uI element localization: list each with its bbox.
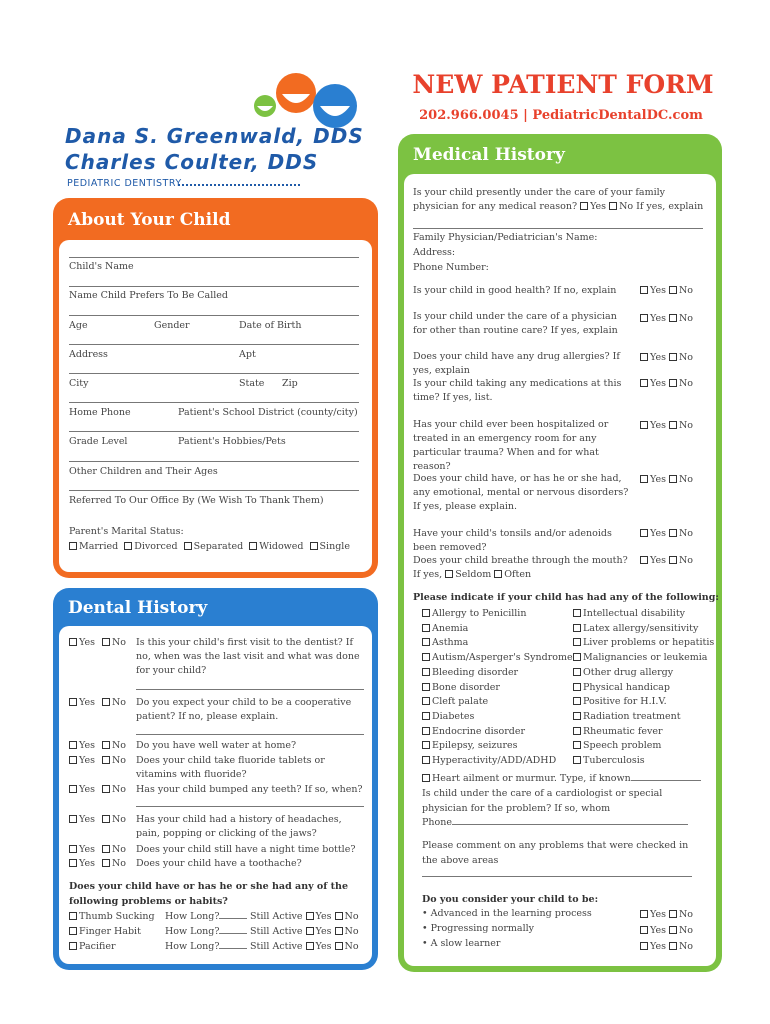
habit-finger: Finger Habit bbox=[69, 926, 141, 937]
home-phone-label: Home Phone bbox=[69, 407, 131, 418]
condition-item[interactable]: Radiation treatment bbox=[573, 711, 681, 722]
how-long-1: How Long? bbox=[165, 911, 247, 922]
yes-no-consider-1[interactable]: Yes No bbox=[640, 909, 693, 920]
city-line[interactable] bbox=[69, 373, 359, 374]
physician-phone-label: Phone Number: bbox=[413, 262, 489, 273]
grade-label: Grade Level bbox=[69, 436, 128, 447]
school-district-label: Patient's School District (county/city) bbox=[178, 407, 358, 418]
condition-item[interactable]: Latex allergy/sensitivity bbox=[573, 623, 698, 634]
condition-item[interactable]: Anemia bbox=[422, 623, 468, 634]
med-qd: Is your child taking any medications at this time? If yes, list. bbox=[413, 378, 622, 403]
tagline-dots bbox=[178, 184, 300, 186]
consider-title: Do you consider your child to be: bbox=[422, 894, 599, 905]
med-qa: Is your child in good health? If no, explain bbox=[413, 285, 617, 296]
yes-no-qe[interactable]: Yes No bbox=[640, 420, 693, 431]
checkbox[interactable] bbox=[310, 542, 318, 550]
dental-q1-line[interactable] bbox=[136, 689, 364, 690]
yes-no-qb[interactable]: Yes No bbox=[640, 313, 693, 324]
med-qb: Is your child under the care of a physician for other than routine care? If yes, explain bbox=[413, 311, 618, 336]
checkbox[interactable] bbox=[184, 542, 192, 550]
physician-question: Is your child presently under the care of your family physician for any medical reason? Yes No If yes, explain bbox=[413, 187, 704, 212]
habit-pacifier: Pacifier bbox=[69, 941, 116, 952]
checkbox[interactable] bbox=[124, 542, 132, 550]
checkbox[interactable] bbox=[69, 542, 77, 550]
option-married: Married bbox=[79, 541, 119, 552]
consider-2: • Progressing normally bbox=[422, 923, 535, 934]
yes-no-q6[interactable]: Yes No bbox=[69, 814, 126, 825]
about-panel bbox=[53, 198, 378, 578]
condition-item[interactable]: Cleft palate bbox=[422, 696, 488, 707]
dental-q5: Has your child bumped any teeth? If so, when? bbox=[136, 784, 363, 795]
comment-line[interactable] bbox=[422, 876, 692, 877]
yes-no-q8[interactable]: Yes No bbox=[69, 858, 126, 869]
checkbox[interactable] bbox=[249, 542, 257, 550]
conditions-title: Please indicate if your child has had any of the following: bbox=[413, 592, 719, 603]
siblings-label: Other Children and Their Ages bbox=[69, 466, 218, 477]
child-name-label: Child's Name bbox=[69, 261, 134, 272]
dental-q7: Does your child still have a night time bottle? bbox=[136, 844, 356, 855]
physician-address-label: Address: bbox=[413, 247, 456, 258]
comment-label: Please comment on any problems that were checked in the above areas bbox=[422, 840, 689, 866]
condition-item[interactable]: Liver problems or hepatitis bbox=[573, 637, 714, 648]
condition-item[interactable]: Bleeding disorder bbox=[422, 667, 518, 678]
condition-item[interactable]: Epilepsy, seizures bbox=[422, 740, 518, 751]
city-label: City bbox=[69, 378, 89, 389]
condition-item[interactable]: Physical handicap bbox=[573, 682, 670, 693]
address-label: Address bbox=[69, 349, 108, 360]
consider-1: • Advanced in the learning process bbox=[422, 908, 592, 919]
habits-title: Does your child have or has he or she had any of the following problems or habits? bbox=[69, 881, 348, 907]
condition-item[interactable]: Endocrine disorder bbox=[422, 726, 525, 737]
dental-q5-line[interactable] bbox=[136, 806, 364, 807]
how-long-2: How Long? bbox=[165, 926, 247, 937]
age-label: Age bbox=[69, 320, 88, 331]
dob-label: Date of Birth bbox=[239, 320, 302, 331]
dental-q2-line[interactable] bbox=[136, 734, 364, 735]
dental-q1: Is this your child's first visit to the dentist? If no, when was the last visit and what was done for your child? bbox=[136, 637, 360, 676]
dental-q3: Do you have well water at home? bbox=[136, 740, 297, 751]
still-active-2[interactable]: Still Active Yes No bbox=[250, 926, 359, 937]
yes-no-qc[interactable]: Yes No bbox=[640, 352, 693, 363]
condition-item[interactable]: Tuberculosis bbox=[573, 755, 645, 766]
marital-options bbox=[69, 541, 350, 552]
option-single: Single bbox=[319, 541, 350, 552]
dental-q8: Does your child have a toothache? bbox=[136, 858, 302, 869]
apt-label: Apt bbox=[239, 349, 256, 360]
condition-item[interactable]: Bone disorder bbox=[422, 682, 500, 693]
form-title: NEW PATIENT FORM bbox=[412, 70, 714, 99]
referred-line[interactable] bbox=[69, 490, 359, 491]
physician-name-label: Family Physician/Pediatrician's Name: bbox=[413, 232, 598, 243]
marital-label: Parent's Marital Status: bbox=[69, 526, 184, 537]
medical-title: Medical History bbox=[413, 145, 565, 165]
med-qf: Does your child have, or has he or she had, any emotional, mental or nervous disorders? If yes, please explain. bbox=[413, 473, 629, 512]
cardiologist-question: Is child under the care of a cardiologist or special physician for the problem? If so, whom bbox=[422, 788, 663, 814]
option-divorced: Divorced bbox=[134, 541, 178, 552]
consider-3: • A slow learner bbox=[422, 938, 501, 949]
age-line[interactable] bbox=[69, 315, 359, 316]
yes-no-consider-3[interactable]: Yes No bbox=[640, 941, 693, 952]
med-qc: Does your child have any drug allergies? If yes, explain bbox=[413, 351, 620, 376]
dental-q2: Do you expect your child to be a cooperative patient? If no, please explain. bbox=[136, 697, 352, 722]
dental-q6: Has your child had a history of headaches, pain, popping or clicking of the jaws? bbox=[136, 814, 342, 839]
yes-no-qh[interactable]: Yes No bbox=[640, 555, 693, 566]
yes-no-q7[interactable]: Yes No bbox=[69, 844, 126, 855]
doctor-name-1: Dana S. Greenwald, DDS bbox=[65, 124, 364, 148]
yes-no-consider-2[interactable]: Yes No bbox=[640, 925, 693, 936]
condition-item[interactable]: Malignancies or leukemia bbox=[573, 652, 707, 663]
tagline: PEDIATRIC DENTISTRY bbox=[67, 178, 182, 189]
dental-title: Dental History bbox=[68, 598, 208, 618]
yes-no-q4[interactable]: Yes No bbox=[69, 755, 126, 766]
siblings-line[interactable] bbox=[69, 461, 359, 462]
yes-no-qg[interactable]: Yes No bbox=[640, 528, 693, 539]
how-long-3: How Long? bbox=[165, 941, 247, 952]
option-widowed: Widowed bbox=[259, 541, 304, 552]
condition-item[interactable]: Allergy to Penicillin bbox=[422, 608, 526, 619]
phone-label-2: Phone bbox=[422, 816, 688, 830]
still-active-3[interactable]: Still Active Yes No bbox=[250, 941, 359, 952]
yes-no-q1[interactable]: Yes No bbox=[69, 637, 126, 648]
condition-item[interactable]: Rheumatic fever bbox=[573, 726, 663, 737]
yes-no-qd[interactable]: Yes No bbox=[640, 378, 693, 389]
doctor-name-2: Charles Coulter, DDS bbox=[65, 150, 319, 174]
yes-no-qa[interactable]: Yes No bbox=[640, 285, 693, 296]
grade-line[interactable] bbox=[69, 431, 359, 432]
condition-item[interactable]: Hyperactivity/ADD/ADHD bbox=[422, 755, 556, 766]
habit-thumb: Thumb Sucking bbox=[69, 911, 155, 922]
address-line[interactable] bbox=[69, 344, 359, 345]
condition-item[interactable]: Autism/Asperger's Syndrome bbox=[422, 652, 573, 663]
heart-ailment: Heart ailment or murmur. Type, if known bbox=[422, 772, 701, 786]
yes-no-q5[interactable]: Yes No bbox=[69, 784, 126, 795]
option-separated: Separated bbox=[193, 541, 244, 552]
condition-item[interactable]: Other drug allergy bbox=[573, 667, 673, 678]
home-phone-line[interactable] bbox=[69, 402, 359, 403]
gender-label: Gender bbox=[154, 320, 190, 331]
child-name-line[interactable] bbox=[69, 257, 359, 258]
condition-item[interactable]: Diabetes bbox=[422, 711, 474, 722]
med-qg: Have your child's tonsils and/or adenoids been removed? bbox=[413, 528, 612, 553]
referred-label: Referred To Our Office By (We Wish To Thank Them) bbox=[69, 495, 324, 506]
yes-no-q3[interactable]: Yes No bbox=[69, 740, 126, 751]
dental-q4: Does your child take fluoride tablets or vitamins with fluoride? bbox=[136, 755, 325, 780]
med-qe: Has your child ever been hospitalized or treated in an emergency room for any particular trauma? When and for what reason? bbox=[413, 419, 609, 472]
physician-explain-line[interactable] bbox=[413, 228, 703, 229]
preferred-name-line[interactable] bbox=[69, 286, 359, 287]
preferred-name-label: Name Child Prefers To Be Called bbox=[69, 290, 228, 301]
med-qh: Does your child breathe through the mouth? If yes, Seldom Often bbox=[413, 555, 628, 580]
still-active-1[interactable]: Still Active Yes No bbox=[250, 911, 359, 922]
yes-no-qf[interactable]: Yes No bbox=[640, 474, 693, 485]
condition-item[interactable]: Intellectual disability bbox=[573, 608, 685, 619]
condition-item[interactable]: Speech problem bbox=[573, 740, 661, 751]
yes-no-q2[interactable]: Yes No bbox=[69, 697, 126, 708]
zip-label: Zip bbox=[282, 378, 298, 389]
state-label: State bbox=[239, 378, 265, 389]
about-title: About Your Child bbox=[68, 210, 231, 230]
hobbies-label: Patient's Hobbies/Pets bbox=[178, 436, 286, 447]
condition-item[interactable]: Positive for H.I.V. bbox=[573, 696, 667, 707]
condition-item[interactable]: Asthma bbox=[422, 637, 468, 648]
contact-line: 202.966.0045 | PediatricDentalDC.com bbox=[419, 108, 703, 123]
